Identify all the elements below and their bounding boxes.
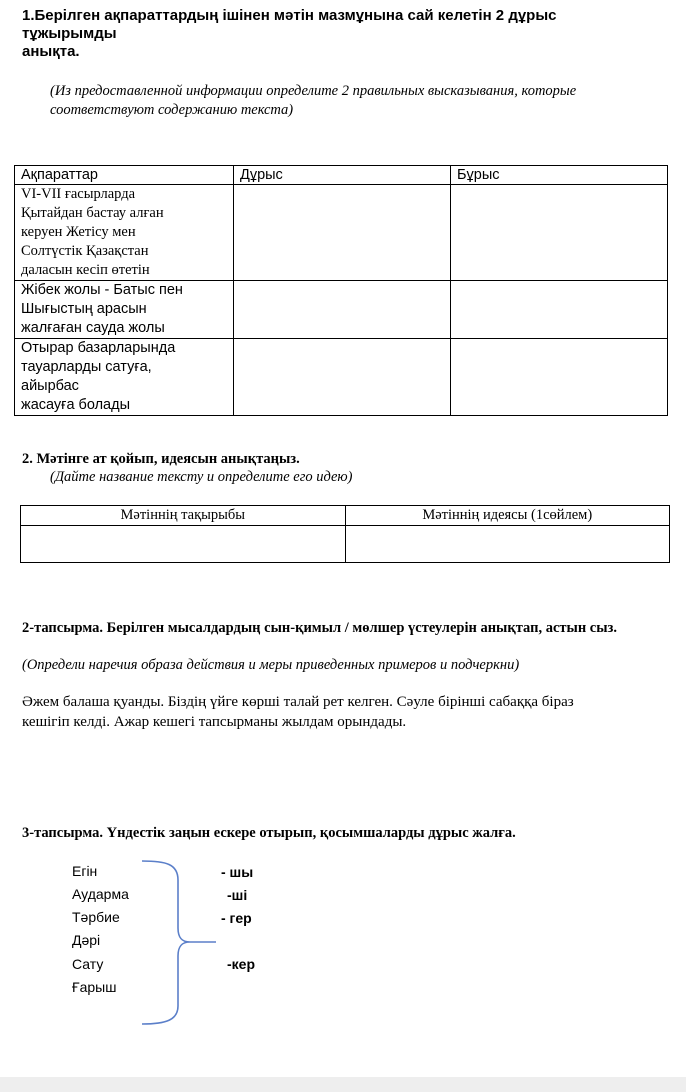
curly-brace-icon <box>138 858 228 1030</box>
task3-text: Әжем балаша қуанды. Біздің үйге көрші талай рет келген. Сәуле бірінші сабаққа біраз кешігіп келді. Ажар кешегі тапсырманы жылдам орындады. <box>22 694 574 730</box>
text-idea-answer-cell[interactable] <box>345 526 670 563</box>
word-item: Ғарыш <box>72 979 117 995</box>
header-text-idea: Мәтіннің идеясы (1сөйлем) <box>345 506 670 526</box>
suffix-item: -кер <box>227 956 256 972</box>
table-row <box>21 526 670 563</box>
task1-subtitle: (Из предоставленной информации определите 2 правильных высказывания, которые соответствуют содержанию текста) <box>50 83 577 118</box>
word-item: Дәрі <box>72 932 101 948</box>
statement-cell: Отырар базарларында тауарларды сатуға, айырбас жасауға болады <box>15 339 234 416</box>
correct-answer-cell[interactable] <box>234 281 451 339</box>
wrong-answer-cell[interactable] <box>451 185 668 281</box>
task2-title: 2. Мәтінге ат қойып, идеясын анықтаңыз. <box>22 451 300 467</box>
word-item: Аударма <box>72 886 129 902</box>
word-item: Тәрбие <box>72 909 120 925</box>
table-row <box>15 339 668 416</box>
word-item: Егін <box>72 863 98 879</box>
bottom-bar <box>0 1077 686 1092</box>
title-idea-table <box>20 505 670 563</box>
table-row <box>15 185 668 281</box>
task4-title: 3-тапсырма. Үндестік заңын ескере отырып, қосымшаларды дұрыс жалға. <box>22 825 516 841</box>
table-header-row <box>15 166 668 185</box>
suffix-item: - гер <box>221 910 252 926</box>
task3-subtitle: (Определи наречия образа действия и меры приведенных примеров и подчеркни) <box>22 657 520 673</box>
suffix-item: - шы <box>221 864 254 880</box>
table-row <box>15 281 668 339</box>
suffix-item: -ші <box>227 887 248 903</box>
statement-cell: Жібек жолы - Батыс пен Шығыстың арасын жалғаған сауда жолы <box>15 281 234 339</box>
task1-title: 1.Берілген ақпараттардың ішінен мәтін мазмұнына сай келетін 2 дұрыс тұжырымды анықта. <box>22 7 557 60</box>
table-header-row <box>21 506 670 526</box>
wrong-answer-cell[interactable] <box>451 339 668 416</box>
correct-answer-cell[interactable] <box>234 339 451 416</box>
word-item: Сату <box>72 956 104 972</box>
header-correct: Дұрыс <box>234 166 451 185</box>
header-wrong: Бұрыс <box>451 166 668 185</box>
header-info: Ақпараттар <box>15 166 234 185</box>
task3-title: 2-тапсырма. Берілген мысалдардың сын-қимыл / мөлшер үстеулерін анықтап, астын сыз. <box>22 620 618 636</box>
correct-answer-cell[interactable] <box>234 185 451 281</box>
task2-subtitle: (Дайте название тексту и определите его идею) <box>50 469 353 485</box>
header-text-title: Мәтіннің тақырыбы <box>21 506 346 526</box>
text-title-answer-cell[interactable] <box>21 526 346 563</box>
statement-cell: VI-VII ғасырларда Қытайдан бастау алған керуен Жетісу мен Солтүстік Қазақстан даласын кесіп өтетін <box>15 185 234 281</box>
info-table <box>14 165 668 416</box>
wrong-answer-cell[interactable] <box>451 281 668 339</box>
